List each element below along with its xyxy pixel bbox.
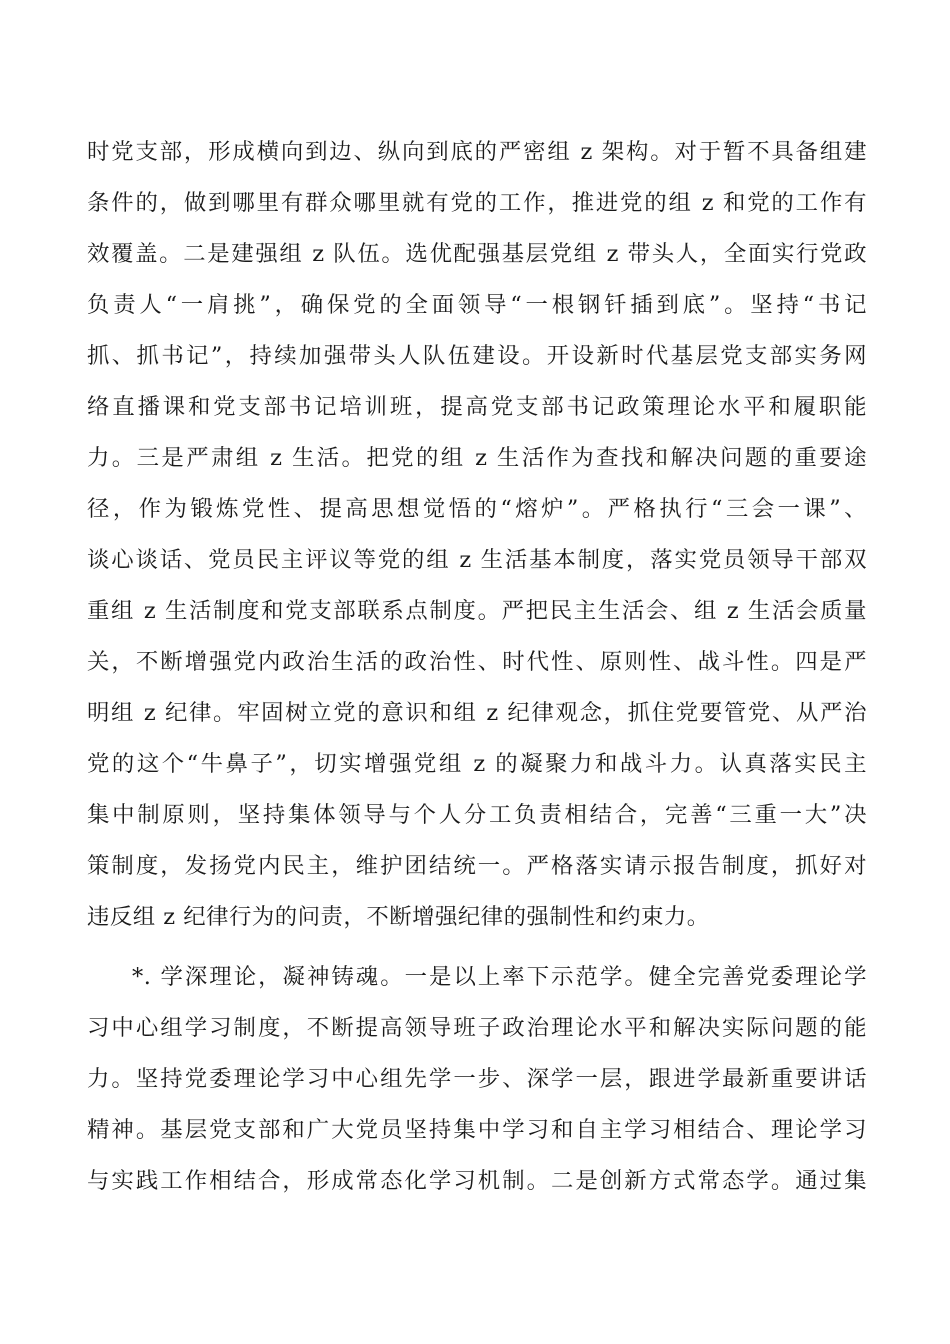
text-line: 重组 z 生活制度和党支部联系点制度。严把民主生活会、组 z 生活会质量 xyxy=(87,598,867,624)
text-line: 力。三是严肃组 z 生活。把党的组 z 生活作为查找和解决问题的重要途 xyxy=(87,445,867,471)
text-line: 效覆盖。二是建强组 z 队伍。选优配强基层党组 z 带头人，全面实行党政 xyxy=(87,241,867,267)
text-line: 违反组 z 纪律行为的问责，不断增强纪律的强制性和约束力。 xyxy=(87,904,710,930)
text-line: 策制度，发扬党内民主，维护团结统一。严格落实请示报告制度，抓好对 xyxy=(87,853,867,879)
paragraph-1 xyxy=(87,127,867,943)
text-line: 集中制原则，坚持集体领导与个人分工负责相结合，完善“三重一大”决 xyxy=(87,802,867,828)
text-line: 与实践工作相结合，形成常态化学习机制。二是创新方式常态学。通过集 xyxy=(87,1168,867,1194)
paragraph-2 xyxy=(87,952,867,1207)
text-line: 关，不断增强党内政治生活的政治性、时代性、原则性、战斗性。四是严 xyxy=(87,649,867,675)
text-line: 明组 z 纪律。牢固树立党的意识和组 z 纪律观念，抓住党要管党、从严治 xyxy=(87,700,867,726)
text-line: 络直播课和党支部书记培训班，提高党支部书记政策理论水平和履职能 xyxy=(87,394,867,420)
document-body xyxy=(87,127,867,1207)
text-line: 负责人“一肩挑”，确保党的全面领导“一根钢钎插到底”。坚持“书记 xyxy=(87,292,867,318)
text-line: 径，作为锻炼党性、提高思想觉悟的“熔炉”。严格执行“三会一课”、 xyxy=(87,496,867,522)
text-line: 时党支部，形成横向到边、纵向到底的严密组 z 架构。对于暂不具备组建 xyxy=(87,139,867,165)
text-line: 力。坚持党委理论学习中心组先学一步、深学一层，跟进学最新重要讲话 xyxy=(87,1066,867,1092)
text-line: *. 学深理论，凝神铸魂。一是以上率下示范学。健全完善党委理论学 xyxy=(132,964,867,990)
text-line: 精神。基层党支部和广大党员坚持集中学习和自主学习相结合、理论学习 xyxy=(87,1117,867,1143)
paragraph-spacer xyxy=(87,943,867,952)
text-line: 党的这个“牛鼻子”，切实增强党组 z 的凝聚力和战斗力。认真落实民主 xyxy=(87,751,867,777)
text-line: 条件的，做到哪里有群众哪里就有党的工作，推进党的组 z 和党的工作有 xyxy=(87,190,867,216)
text-line: 抓、抓书记”，持续加强带头人队伍建设。开设新时代基层党支部实务网 xyxy=(87,343,867,369)
text-line: 谈心谈话、党员民主评议等党的组 z 生活基本制度，落实党员领导干部双 xyxy=(87,547,867,573)
text-line: 习中心组学习制度，不断提高领导班子政治理论水平和解决实际问题的能 xyxy=(87,1015,867,1041)
